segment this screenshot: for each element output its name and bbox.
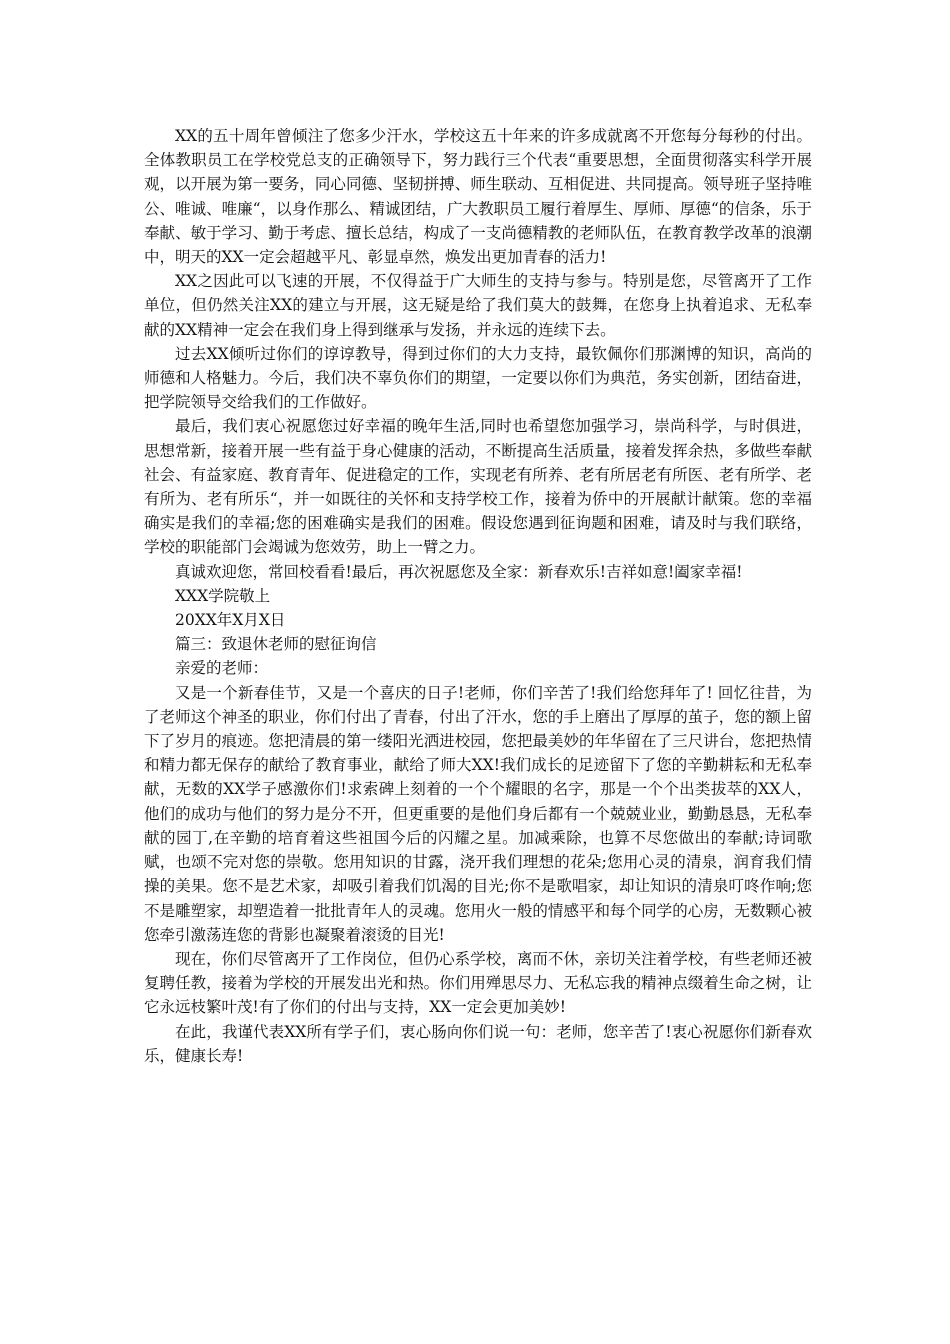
paragraph-final-wish: 在此，我谨代表XX所有学子们，衷心肠向你们说一句：老师，您辛苦了!衷心祝愿你们新春欢乐，健康长寿! xyxy=(144,1022,812,1065)
paragraph-retired: 现在，你们尽管离开了工作岗位，但仍心系学校，离而不休，亲切关注着学校，有些老师还被复聘任教，接着为学校的开展发出光和热。你们用殚思尽力、无私忘我的精神点缀着生命之树，让它永远枝繁叶茂!有了你们的付出与支持，XX一定会更加美妙! xyxy=(144,949,812,1017)
salutation: 亲爱的老师： xyxy=(175,659,269,678)
paragraph-new-year: 又是一个新春佳节，又是一个喜庆的日子!老师，你们辛苦了!我们给您拜年了! 回忆往昔，为了老师这个神圣的职业，你们付出了青春，付出了汗水，您的手上磨出了厚厚的茧子，您的额上留下了岁月的痕迹。您把清晨的第一缕阳光洒进校园，您把最美妙的年华留在了三尺讲台，您把热情和精力都无保存的献给了教育事业，献给了师大XX!我们成长的足迹留下了您的辛勤耕耘和无私奉献，无数的XX学子感激你们!求索碑上刻着的一个个耀眼的名字，那是一个个出类拔萃的XX人，他们的成功与他们的努力是分不开，但更重要的是他们身后都有一个兢兢业业，勤勤恳恳，无私奉献的园丁,在辛勤的培育着这些祖国今后的闪耀之星。加减乘除，也算不尽您做出的奉献;诗词歌赋，也颂不完对您的崇敬。您用知识的甘露，浇开我们理想的花朵;您用心灵的清泉，润育我们情操的美果。您不是艺术家，却吸引着我们饥渴的目光;你不是歌唱家，却让知识的清泉叮咚作响;您不是雕塑家，却塑造着一批批青年人的灵魂。您用火一般的情感平和每个同学的心房，无数颗心被您牵引激荡连您的背影也凝聚着滚烫的目光! xyxy=(144,683,812,944)
section-title: 篇三：致退休老师的慰征询信 xyxy=(175,635,377,654)
date-line: 20XX年X月X日 xyxy=(175,611,286,630)
signature: XXX学院敬上 xyxy=(175,586,271,605)
document-page xyxy=(144,124,812,1068)
paragraph-wishes: 最后，我们衷心祝愿您过好幸福的晚年生活,同时也希望您加强学习，崇尚科学，与时俱进，思想常新，接着开展一些有益于身心健康的活动，不断提高生活质量，接着发挥余热，多做些奉献社会、有益家庭、教育青年、促进稳定的工作，实现老有所养、老有所居老有所医、老有所学、老有所为、老有所乐“，并一如既往的关怀和支持学校工作，接着为侨中的开展献计献策。您的幸福确实是我们的幸福;您的困难确实是我们的困难。假设您遇到征询题和困难，请及时与我们联络，学校的职能部门会竭诚为您效劳，助上一臂之力。 xyxy=(144,417,812,557)
paragraph-anniversary: XX的五十周年曾倾注了您多少汗水，学校这五十年来的许多成就离不开您每分每秒的付出。全体教职员工在学校党总支的正确领导下，努力践行三个代表“重要思想，全面贯彻落实科学开展观，以开展为第一要务，同心同德、坚韧拼搏、师生联动、互相促进、共同提高。领导班子坚持唯公、唯诚、唯廉“，以身作那么、精诚团结，广大教职员工履行着厚生、厚师、厚德“的信条，乐于奉献、敏于学习、勤于考虑、擅长总结，构成了一支尚德精教的老师队伍，在教育教学改革的浪潮中，明天的XX一定会超越平凡、彰显卓然，焕发出更加青春的活力! xyxy=(144,127,812,267)
closing-greeting: 真诚欢迎您，常回校看看!最后，再次祝愿您及全家：新春欢乐!吉祥如意!阖家幸福! xyxy=(175,562,743,581)
paragraph-teaching: 过去XX倾听过你们的谆谆教导，得到过你们的大力支持，最钦佩你们那渊博的知识，高尚的师德和人格魅力。今后，我们决不辜负你们的期望，一定要以你们为典范，务实创新，团结奋进，把学院领导交给我们的工作做好。 xyxy=(144,344,812,412)
paragraph-development: XX之因此可以飞速的开展，不仅得益于广大师生的支持与参与。特别是您，尽管离开了工作单位，但仍然关注XX的建立与开展，这无疑是给了我们莫大的鼓舞，在您身上执着追求、无私奉献的XX精神一定会在我们身上得到继承与发扬，并永远的连续下去。 xyxy=(144,272,812,339)
